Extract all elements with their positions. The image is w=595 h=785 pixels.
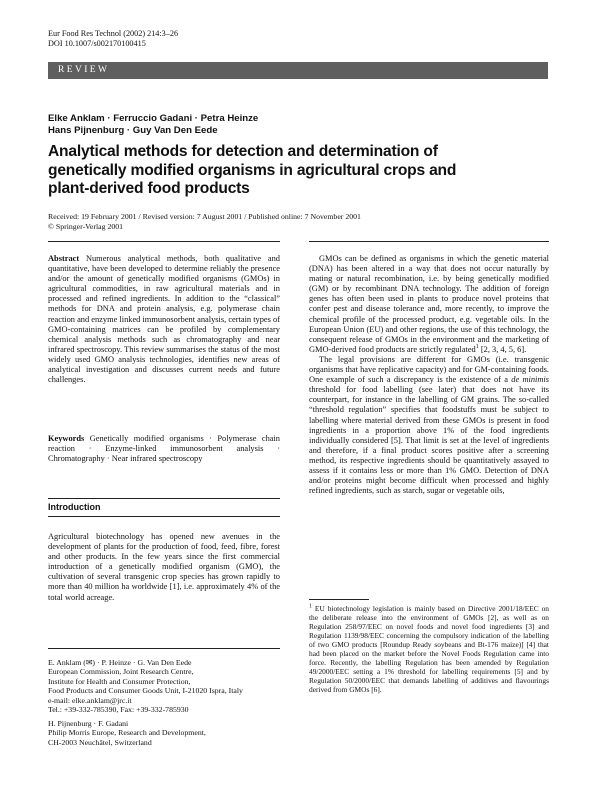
author-list [48, 113, 258, 137]
email-line: e-mail: elke.anklam@jrc.it [48, 695, 132, 705]
affiliation-block-1 [48, 658, 288, 714]
article-title: Analytical methods for detection and determination of genetically modified organisms in agricultural crops and plant-derived food products [48, 143, 457, 198]
keywords-label: Keywords [48, 434, 85, 443]
body-paragraph-2 [309, 355, 549, 496]
introduction-heading: Introduction [48, 502, 101, 512]
column-rule-top-right [309, 241, 549, 242]
keywords [48, 434, 280, 464]
affiliation-line: European Commission, Joint Research Centre, [48, 667, 194, 677]
affiliation-line: Philip Morris Europe, Research and Development, [48, 728, 206, 738]
keywords-text: Genetically modified organisms · Polymerase chain reaction · Enzyme-linked immunosorbent analysis · Chromatography · Near infrared spectroscopy [48, 434, 280, 464]
affiliation-line: Food Products and Consumer Goods Unit, I-21020 Ispra, Italy [48, 686, 243, 696]
authors-line-1: Elke Anklam · Ferruccio Gadani · Petra Heinze [48, 113, 259, 124]
authors-line-2: Hans Pijnenburg · Guy Van Den Eede [48, 125, 218, 136]
footnote-ref: 1 [475, 344, 479, 351]
intro-rule-bottom [48, 516, 280, 517]
body-paragraph-1 [309, 254, 549, 355]
section-band [48, 62, 548, 79]
affiliation-line: E. Anklam (✉) · P. Heinze · G. Van Den Eede [48, 658, 192, 667]
intro-rule-top [48, 498, 280, 499]
affiliation-block-2 [48, 719, 288, 747]
paragraph-text: threshold for food labelling (see later) that does not have its counterpart, for instance in the labelling of GM grains. The so-called “threshold regulation” specifies that foodstuffs must be subject to labelling where material derived from these GMOs is present in food ingredients in a proportion above 1% of the food ingredients individually considered [5]. That limit is set at the level of ingredients and therefore, if a final product scores positive after a screening method, its respective ingredients should be quantitatively assayed to assess if it contains less or more than 1% GMO. Detection of DNA and/or proteins might become difficult when processed and highly refined ingredients, such as starch, sugar or vegetable oils, [309, 385, 549, 496]
paragraph-text: GMOs can be defined as organisms in which the genetic material (DNA) has been altered in a way that does not occur naturally by mating or natural recombination, i.e. by being genetically modified (GM) or by recombinant DNA technology. The addition of foreign genes has often been used in plants to produce novel proteins that confer pest and disease tolerance and, more recently, to improve the chemical profile of the processed product, e.g. vegetable oils. In the European Union (EU) and other regions, the use of this technology, the consequent release of GMOs in the environment and the marketing of GMO-derived food products are strictly regulated [309, 254, 549, 354]
paragraph-text: The legal provisions are different for GMOs (i.e. transgenic organisms that have replicative capacity) and for GM-containing foods. One example of such a discrepancy is the existence of a [309, 354, 549, 385]
introduction-text: Agricultural biotechnology has opened new avenues in the development of plants for the production of food, feed, fibre, forest and other products. In the few years since the first commercial introduction of a genetically modified organism (GMO), the cultivation of several transgenic crop species has grown rapidly to more than 40 million ha worldwide [1], i.e. approximately 4% of the total world acreage. [48, 532, 280, 602]
footnote [309, 604, 549, 694]
footnote-rule [309, 599, 369, 600]
abstract-label: Abstract [48, 254, 80, 263]
body-column-right [309, 254, 549, 496]
emphasis-text: de minimis [511, 375, 549, 385]
dates-line: Received: 19 February 2001 / Revised version: 7 August 2001 / Published online: 7 November 2001 [48, 212, 361, 221]
affiliation-line: H. Pijnenburg · F. Gadani [48, 719, 129, 728]
journal-header [48, 29, 178, 49]
affiliation-line: CH-2003 Neuchâtel, Switzerland [48, 737, 152, 747]
copyright-line: © Springer-Verlag 2001 [48, 222, 124, 231]
column-rule-top-left [48, 241, 280, 242]
section-label: REVIEW [58, 65, 110, 75]
journal-citation: Eur Food Res Technol (2002) 214:3–26 [48, 29, 179, 38]
affiliation-rule [48, 648, 280, 649]
phone-line: Tel.: +39-332-785390, Fax: +39-332-785930 [48, 705, 189, 715]
doi: DOI 10.1007/s002170100415 [48, 39, 146, 48]
footnote-mark: 1 [309, 603, 312, 610]
publication-history [48, 212, 361, 232]
abstract [48, 254, 280, 385]
affiliation-line: Institute for Health and Consumer Protection, [48, 676, 191, 686]
abstract-text: Numerous analytical methods, both qualitative and quantitative, have been developed to determine reliably the presence and/or the amount of genetically modified organisms (GMOs) in agricultural commodities, in raw agricultural materials and in processed and refined ingredients. In addition to the “classical” methods for DNA and protein analysis, e.g. polymerase chain reaction and enzyme linked immunosorbent analysis, certain types of GMO-containing matrices can be profiled by complementary chemical analysis methods such as chromatography and near infrared spectroscopy. This review summarises the status of the most widely used GMO analysis technologies, identifies new areas of analytical investigation and discusses current needs and future challenges. [48, 254, 280, 385]
paragraph-refs: [2, 3, 4, 5, 6]. [478, 344, 527, 354]
footnote-text: EU biotechnology legislation is mainly based on Directive 2001/18/EEC on the deliberate release into the environment of GMOs [2], as well as on Regulation 258/97/EEC on novel foods and novel food ingredients [3] and Regulation 1139/98/EEC concerning the compulsory indication of the labelling of two GMO products [Roundup Ready soybeans and Bt-176 maize)] [4] that had been placed on the market before the Novel Foods Regulation came into force. Recently, the labelling Regulation has been amended by Regulation 49/2000/EEC setting a 1% threshold for labelling requirements [5] and by Regulation 50/2000/EEC that demands labelling of additives and flavourings derived from GMOs [6]. [309, 604, 549, 694]
